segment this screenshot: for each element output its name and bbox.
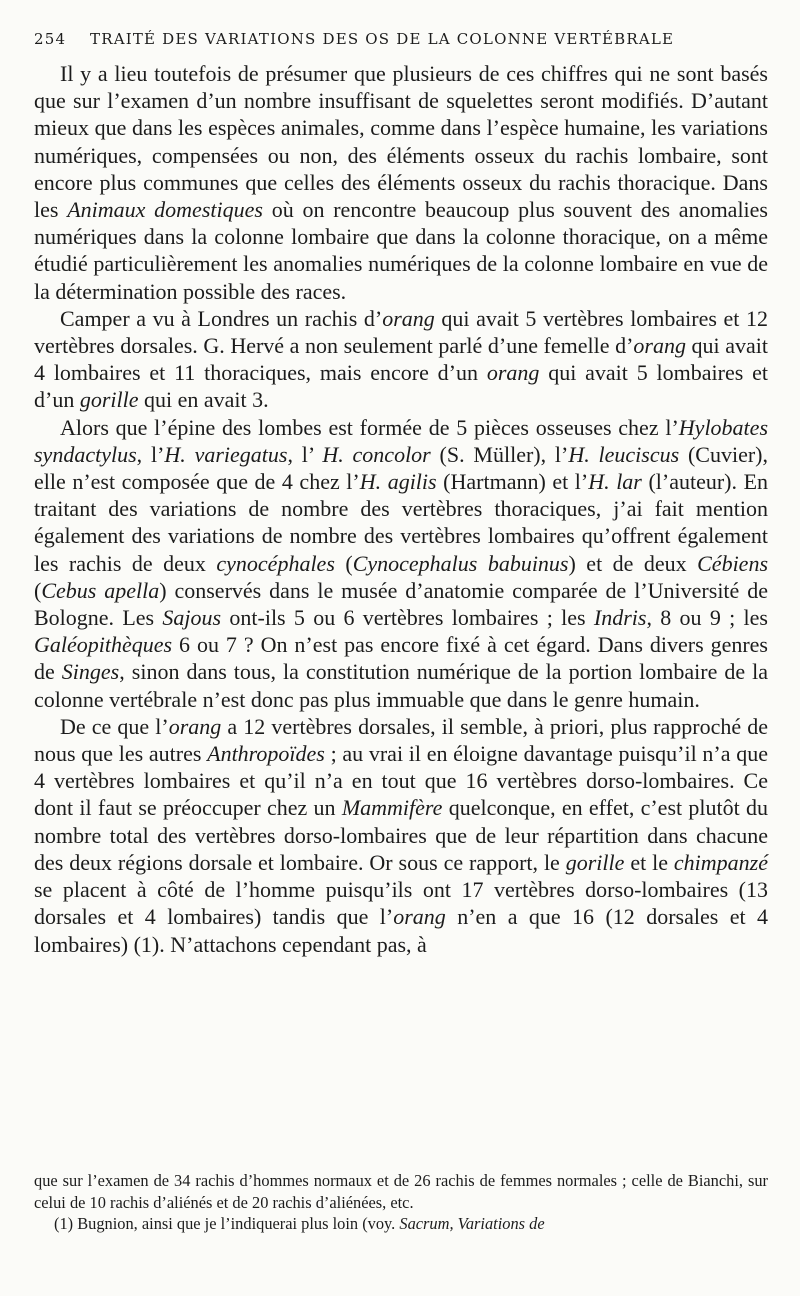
running-title: TRAITÉ DES VARIATIONS DES OS DE LA COLONNE VERTÉBRALE [90, 30, 675, 48]
paragraph-2: Camper a vu à Londres un rachis d’orang qui avait 5 vertèbres lombaires et 12 vertèbres dorsales. G. Hervé a non seulement parlé d’une femelle d’orang qui avait 4 lombaires et 11 thoraciques, mais encore d’un orang qui avait 5 lombaires et d’un gorille qui en avait 3. [34, 305, 769, 413]
page-number: 254 [34, 30, 67, 48]
footnote-continuation: que sur l’examen de 34 rachis d’hommes normaux et de 26 rachis de femmes normales ; celle de Bianchi, sur celui de 10 rachis d’aliénés et de 20 rachis d’aliénées, etc. [34, 1171, 768, 1212]
paragraph-3: Alors que l’épine des lombes est formée de 5 pièces osseuses chez l’Hylobates syndactylus, l’H. variegatus, l’ H. concolor (S. Müller), l’H. leuciscus (Cuvier), elle n’est composée que de 4 chez l’H. agilis (Hartmann) et l’H. lar (l’auteur). En traitant des variations de nombre des vertèbres thoraciques, j’ai fait mention également des variations de nombre des vertèbres lombaires qu’offrent également les rachis de deux cynocéphales (Cynocephalus babuinus) et de deux Cébiens (Cebus apella) conservés dans le musée d’anatomie comparée de l’Université de Bologne. Les Sajous ont-ils 5 ou 6 vertèbres lombaires ; les Indris, 8 ou 9 ; les Galéopithèques 6 ou 7 ? On n’est pas encore fixé à cet égard. Dans divers genres de Singes, sinon dans tous, la constitution numérique de la portion lombaire de la colonne vertébrale n’est donc pas plus immuable que dans le genre humain. [34, 414, 769, 712]
page-header [34, 30, 774, 48]
paragraph-4: De ce que l’orang a 12 vertèbres dorsales, il semble, à priori, plus rapproché de nous que les autres Anthropoïdes ; au vrai il en éloigne davantage puisqu’il n’a que 4 vertèbres lombaires et qu’il n’a en tout que 16 vertèbres dorso-lombaires. Ce dont il faut se préoccuper chez un Mammifère quelconque, en effet, c’est plutôt du nombre total des vertèbres dorso-lombaires que de leur répartition dans chacune des deux régions dorsale et lombaire. Or sous ce rapport, le gorille et le chimpanzé se placent à côté de l’homme puisqu’ils ont 17 vertèbres dorso-lombaires (13 dorsales et 4 lombaires) tandis que l’orang n’en a que 16 (12 dorsales et 4 lombaires) (1). N’attachons cependant pas, à [34, 713, 769, 957]
main-text [34, 60, 768, 958]
paragraph-1: Il y a lieu toutefois de présumer que plusieurs de ces chiffres qui ne sont basés que sur l’examen d’un nombre insuffisant de squelettes seront modifiés. D’autant mieux que dans les espèces animales, comme dans l’espèce humaine, les variations numériques, compensées ou non, des éléments osseux du rachis lombaire, sont encore plus communes que celles des éléments osseux du rachis thoracique. Dans les Animaux domestiques où on rencontre beaucoup plus souvent des anomalies numériques dans la colonne lombaire que dans la colonne thoracique, on a même étudié particulièrement les anomalies numériques de la colonne lombaire en vue de la détermination possible des races. [34, 61, 768, 304]
footnote-1: (1) Bugnion, ainsi que je l’indiquerai plus loin (voy. Sacrum, Variations de [54, 1214, 545, 1233]
footnotes [34, 1170, 768, 1235]
